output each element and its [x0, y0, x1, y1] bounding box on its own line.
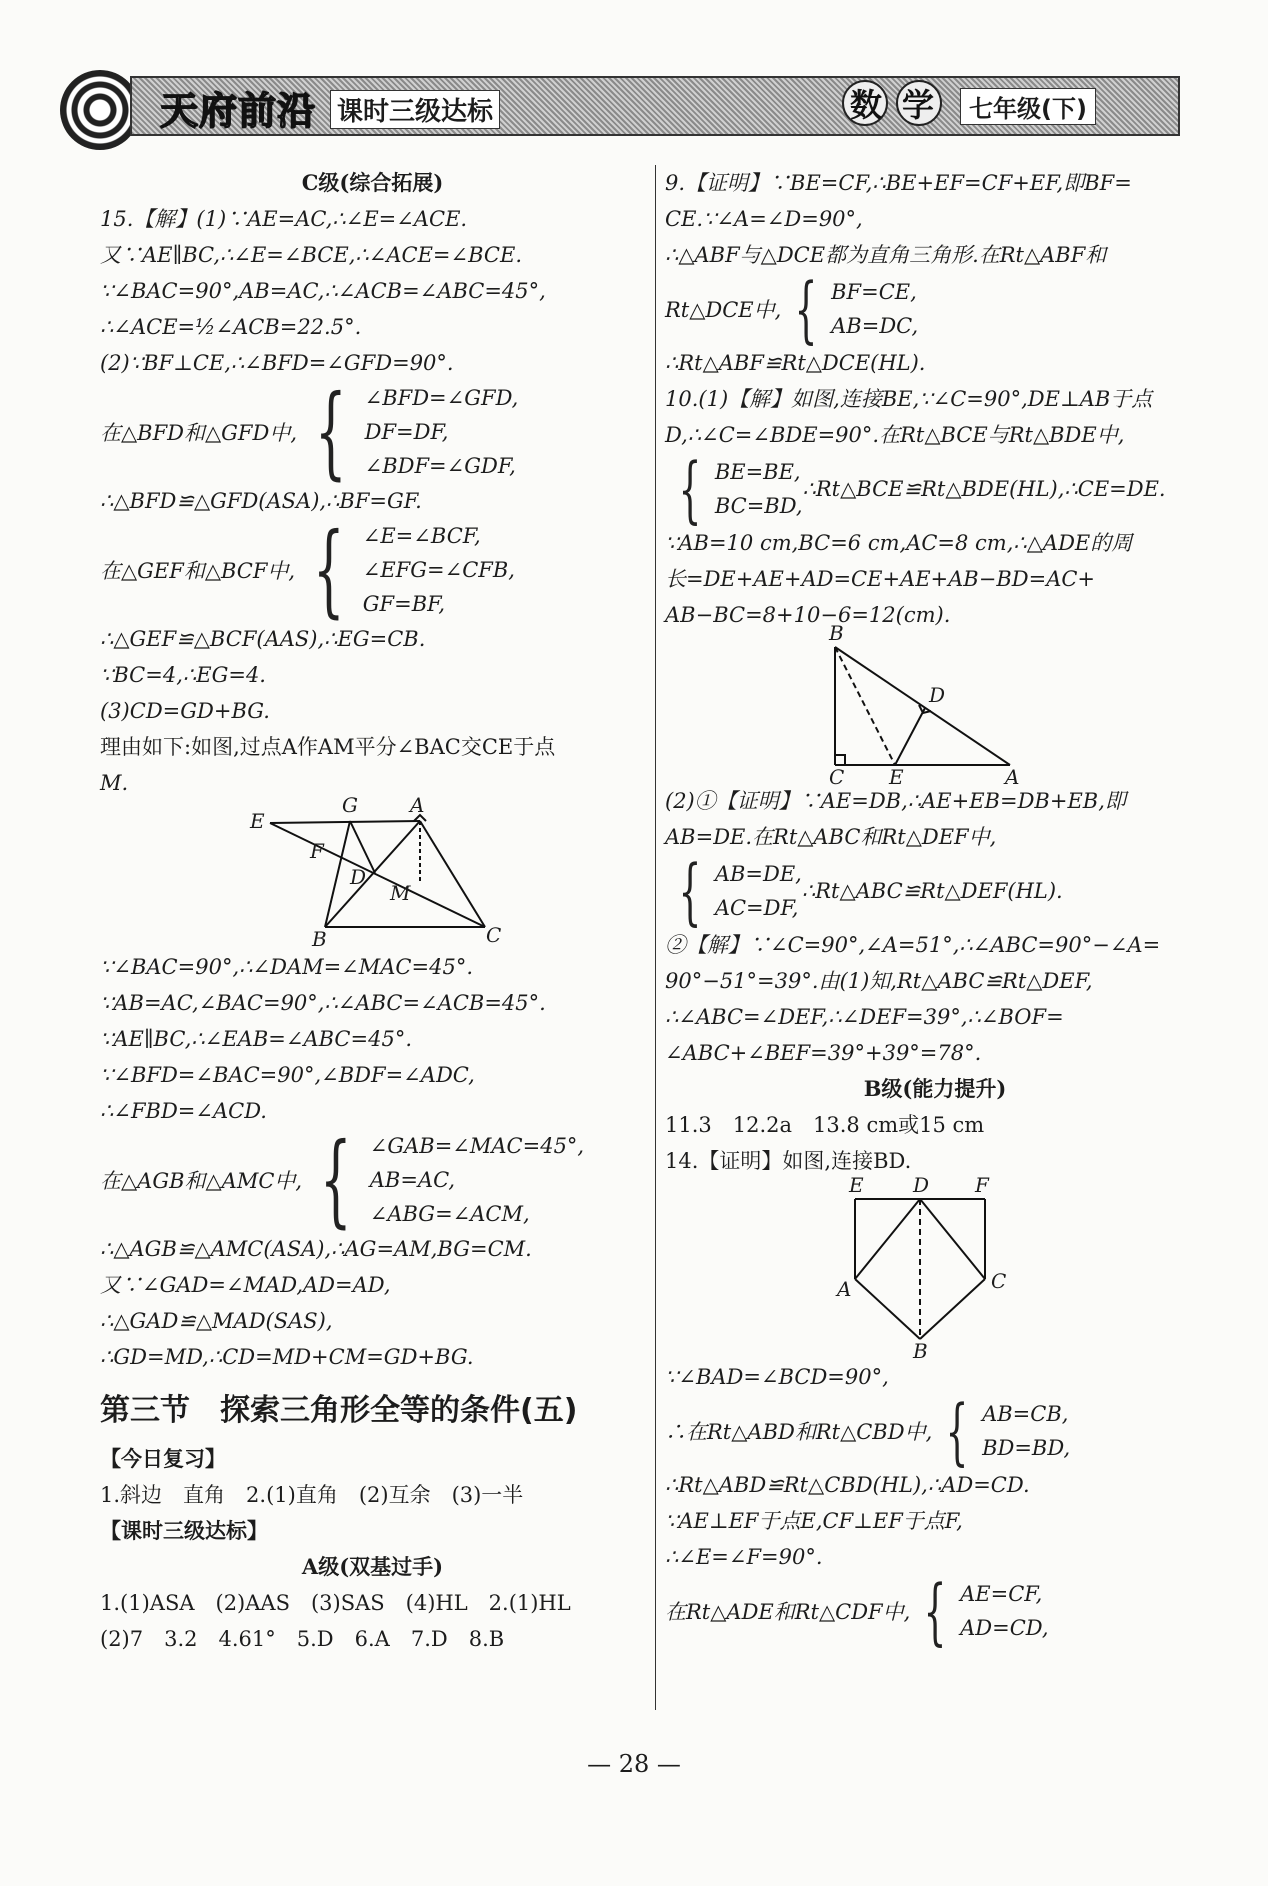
- condition-group: [665, 1389, 1205, 1473]
- geometry-figure-2: [815, 621, 1055, 789]
- text-line: 10.(1)【解】如图,连接BE,∵∠C=90°,DE⊥AB于点: [665, 387, 1153, 411]
- review-heading: 【今日复习】: [100, 1446, 226, 1471]
- condition-group: [100, 511, 645, 628]
- left-column: [100, 165, 645, 1657]
- text-line: (3)CD=GD+BG.: [100, 699, 270, 723]
- grade-label: 七年级(下): [960, 88, 1096, 125]
- text-line: ∴∠E=∠F=90°.: [665, 1545, 823, 1569]
- condition-items: [960, 1577, 1048, 1645]
- condition-lead: 在Rt△ADE和Rt△CDF中,: [665, 1600, 911, 1624]
- point-label: C: [991, 1269, 1007, 1293]
- brace-icon: {: [794, 267, 818, 351]
- text-line: ∴GD=MD,∴CD=MD+CM=GD+BG.: [100, 1345, 474, 1369]
- brace-icon: {: [313, 511, 345, 628]
- condition-item: GF=BF,: [362, 592, 446, 616]
- brand-title: 天府前沿: [160, 89, 317, 133]
- point-label: B: [829, 621, 844, 645]
- text-line: ∵AE∥BC,∴∠EAB=∠ABC=45°.: [100, 1027, 412, 1051]
- right-column: [665, 165, 1205, 1653]
- condition-items: [365, 381, 519, 483]
- series-title: 课时三级达标: [330, 90, 500, 129]
- text-line: ∴∠ACE=½∠ACB=22.5°.: [100, 315, 362, 339]
- column-divider: [655, 165, 656, 1710]
- answers-line: 1.(1)ASA (2)AAS (3)SAS (4)HL 2.(1)HL: [100, 1591, 571, 1615]
- condition-items: [715, 857, 802, 925]
- point-label: D: [913, 1173, 930, 1197]
- page-header: [60, 70, 1180, 150]
- text-line: 90°−51°=39°.由(1)知,Rt△ABC≌Rt△DEF,: [665, 969, 1093, 993]
- point-label: C: [486, 923, 502, 947]
- condition-items: [982, 1397, 1070, 1465]
- point-label: B: [312, 927, 327, 951]
- point-label: E: [250, 809, 265, 833]
- text-line: ∵∠BAC=90°,∴∠DAM=∠MAC=45°.: [100, 955, 473, 979]
- brace-icon: {: [314, 373, 347, 490]
- condition-item: ∠E=∠BCF,: [362, 524, 481, 548]
- point-label: F: [975, 1173, 989, 1197]
- level-heading: B级(能力提升): [863, 1076, 1007, 1101]
- text-line: CE.∵∠A=∠D=90°,: [665, 207, 863, 231]
- answers-line: 11.3 12.2a 13.8 cm或15 cm: [665, 1113, 985, 1137]
- point-label: G: [342, 793, 358, 817]
- text-line: ∵AB=10 cm,BC=6 cm,AC=8 cm,∴△ADE的周: [665, 531, 1133, 555]
- text-line: ∵∠BFD=∠BAC=90°,∠BDF=∠ADC,: [100, 1063, 475, 1087]
- text-line: AB=DE.在Rt△ABC和Rt△DEF中,: [665, 825, 997, 849]
- condition-lead: Rt△DCE中,: [665, 298, 782, 322]
- brace-icon: {: [945, 1389, 969, 1473]
- standard-heading: 【课时三级达标】: [100, 1518, 268, 1543]
- condition-item: AB=AC,: [369, 1168, 456, 1192]
- text-line: 9.【证明】∵BE=CF,∴BE+EF=CF+EF,即BF=: [665, 171, 1132, 195]
- condition-group: [665, 267, 1205, 351]
- condition-items: [715, 455, 803, 523]
- brace-icon: {: [678, 447, 702, 531]
- figure-2-drawing: [815, 633, 1055, 783]
- condition-item: BE=BE,: [714, 460, 801, 484]
- point-label: E: [889, 765, 904, 789]
- brace-icon: {: [678, 849, 702, 933]
- geometry-figure-3: [825, 1173, 1025, 1363]
- text-line: ∵∠BAC=90°,AB=AC,∴∠ACB=∠ABC=45°,: [100, 279, 546, 303]
- condition-item: ∠BDF=∠GDF,: [364, 454, 516, 478]
- text-line: ∴∠FBD=∠ACD.: [100, 1099, 267, 1123]
- condition-tail: ∴Rt△ABC≌Rt△DEF(HL).: [801, 879, 1063, 903]
- text-line: 又∵AE∥BC,∴∠E=∠BCE,∴∠ACE=∠BCE.: [100, 243, 522, 267]
- text-line: ∠ABC+∠BEF=39°+39°=78°.: [665, 1041, 982, 1065]
- page-number: — 28 —: [587, 1750, 681, 1778]
- text-line: 14.【证明】如图,连接BD.: [665, 1149, 912, 1173]
- text-line: D,∴∠C=∠BDE=90°.在Rt△BCE与Rt△BDE中,: [665, 423, 1125, 447]
- condition-lead: 在△GEF和△BCF中,: [100, 559, 296, 583]
- brace-icon: {: [923, 1569, 947, 1653]
- figure-1-drawing: [250, 801, 510, 949]
- brace-icon: {: [320, 1121, 352, 1238]
- text-line: ∴△BFD≌△GFD(ASA),∴BF=GF.: [100, 489, 422, 513]
- condition-item: AB=CB,: [982, 1402, 1069, 1426]
- condition-item: BD=BD,: [982, 1436, 1071, 1460]
- point-label: C: [829, 765, 845, 789]
- condition-item: BF=CE,: [831, 280, 917, 304]
- text-line: AB−BC=8+10−6=12(cm).: [665, 603, 951, 627]
- text-line: M.: [100, 771, 129, 795]
- point-label: B: [913, 1339, 928, 1363]
- point-label: E: [849, 1173, 864, 1197]
- condition-item: AE=CF,: [960, 1582, 1043, 1606]
- text-line: ∴Rt△ABD≌Rt△CBD(HL),∴AD=CD.: [665, 1473, 1030, 1497]
- text-line: ∵BC=4,∴EG=4.: [100, 663, 266, 687]
- point-label: F: [310, 839, 324, 863]
- condition-lead: ∴在Rt△ABD和Rt△CBD中,: [665, 1420, 933, 1444]
- condition-item: AC=DF,: [714, 896, 799, 920]
- point-label: A: [410, 793, 425, 817]
- point-label: M: [390, 881, 411, 905]
- condition-lead: 在△AGB和△AMC中,: [100, 1169, 303, 1193]
- condition-item: ∠GAB=∠MAC=45°,: [369, 1134, 585, 1158]
- text-line: ∴∠ABC=∠DEF,∴∠DEF=39°,∴∠BOF=: [665, 1005, 1064, 1029]
- section-title: 第三节 探索三角形全等的条件(五): [100, 1393, 578, 1428]
- point-label: A: [1005, 765, 1020, 789]
- level-heading: A级(双基过手): [301, 1554, 444, 1579]
- text-line: ∴△GEF≌△BCF(AAS),∴EG=CB.: [100, 627, 426, 651]
- text-line: ∴△GAD≌△MAD(SAS),: [100, 1309, 333, 1333]
- point-label: A: [837, 1277, 852, 1301]
- text-line: ∵AB=AC,∠BAC=90°,∴∠ABC=∠ACB=45°.: [100, 991, 546, 1015]
- text-line: ∵∠BAD=∠BCD=90°,: [665, 1365, 889, 1389]
- text-line: ∴△ABF与△DCE都为直角三角形.在Rt△ABF和: [665, 243, 1107, 267]
- condition-item: ∠EFG=∠CFB,: [362, 558, 515, 582]
- condition-group: [100, 373, 645, 490]
- condition-group: [665, 447, 1205, 531]
- text-line: 又∵∠GAD=∠MAD,AD=AD,: [100, 1273, 391, 1297]
- condition-items: [363, 519, 515, 621]
- logo-icon: [60, 70, 140, 150]
- subject-label: 数学: [850, 86, 955, 124]
- text-line: (2)∵BF⊥CE,∴∠BFD=∠GFD=90°.: [100, 351, 454, 375]
- geometry-figure-1: [250, 793, 510, 951]
- condition-items: [370, 1129, 584, 1231]
- condition-item: BC=BD,: [714, 494, 803, 518]
- level-heading: C级(综合拓展): [301, 170, 444, 195]
- condition-lead: 在△BFD和△GFD中,: [100, 421, 297, 445]
- review-answers: 1.斜边 直角 2.(1)直角 (2)互余 (3)一半: [100, 1483, 524, 1507]
- point-label: D: [350, 865, 367, 889]
- point-label: D: [929, 683, 946, 707]
- condition-item: AD=CD,: [960, 1616, 1049, 1640]
- text-line: ∴△AGB≌△AMC(ASA),∴AG=AM,BG=CM.: [100, 1237, 532, 1261]
- text-line: ②【解】∵∠C=90°,∠A=51°,∴∠ABC=90°−∠A=: [665, 933, 1161, 957]
- text-line: 15.【解】(1)∵AE=AC,∴∠E=∠ACE.: [100, 207, 468, 231]
- text-line: ∴Rt△ABF≌Rt△DCE(HL).: [665, 351, 926, 375]
- condition-group: [665, 1569, 1205, 1653]
- condition-group: [665, 849, 1205, 933]
- text-line: 理由如下:如图,过点A作AM平分∠BAC交CE于点: [100, 735, 556, 759]
- text-line: 长=DE+AE+AD=CE+AE+AB−BD=AC+: [665, 567, 1096, 591]
- text-line: (2)①【证明】∵AE=DB,∴AE+EB=DB+EB,即: [665, 789, 1126, 813]
- condition-tail: ∴Rt△BCE≌Rt△BDE(HL),∴CE=DE.: [802, 477, 1166, 501]
- answers-line: (2)7 3.2 4.61° 5.D 6.A 7.D 8.B: [100, 1627, 505, 1651]
- condition-item: AB=DC,: [831, 314, 919, 338]
- condition-item: ∠BFD=∠GFD,: [364, 386, 519, 410]
- condition-item: ∠ABG=∠ACM,: [369, 1202, 530, 1226]
- text-line: ∵AE⊥EF于点E,CF⊥EF于点F,: [665, 1509, 963, 1533]
- condition-item: DF=DF,: [364, 420, 449, 444]
- condition-item: AB=DE,: [714, 862, 802, 886]
- condition-items: [831, 275, 918, 343]
- condition-group: [100, 1121, 645, 1238]
